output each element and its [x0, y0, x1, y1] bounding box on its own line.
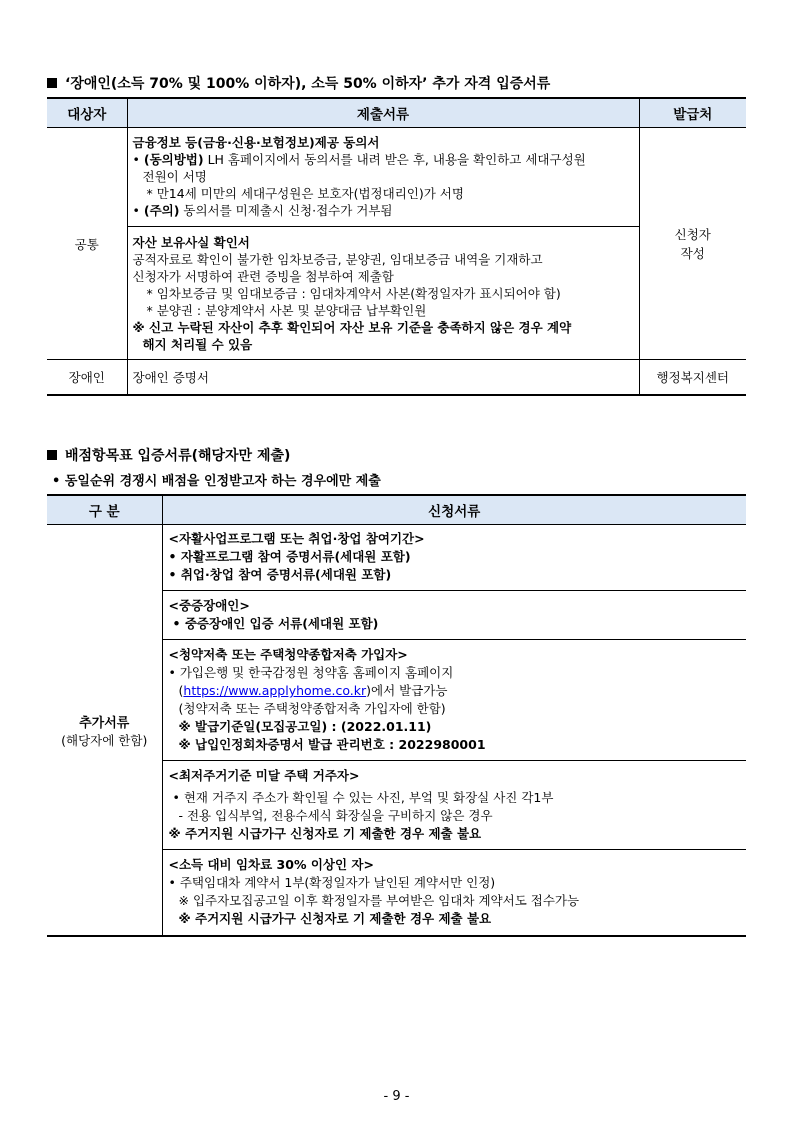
- block-savings-title: <청약저축 또는 주택청약종합저축 가입자>: [168, 647, 408, 662]
- block-substandard-housing-title: <최저주거기준 미달 주택 거주자>: [168, 768, 360, 783]
- table-header-row: [47, 98, 746, 128]
- qualification-docs-table: [47, 97, 746, 396]
- list-item: (청약저축 또는 주택청약종합저축 가입자에 한함): [178, 701, 446, 716]
- table-row: [47, 525, 746, 937]
- consent-method-cont: 전원이 서명: [142, 169, 207, 184]
- list-item: - 전용 입식부엌, 전용수세식 화장실을 구비하지 않은 경우: [178, 808, 493, 823]
- list-item: ※ 주거지원 시급가구 신청자로 기 제출한 경우 제출 불요: [178, 911, 492, 926]
- header-issuer: 발급처: [639, 98, 746, 128]
- list-item: • 주택임대차 계약서 1부(확정일자가 날인된 계약서만 인정): [168, 875, 496, 890]
- management-number-note: ※ 납입인정회차증명서 발급 관리번호 : 2022980001: [178, 737, 486, 752]
- asset-warning: ※ 신고 누락된 자산이 추후 확인되어 자산 보유 기준을 충족하지 않은 경우 계약: [132, 320, 572, 335]
- page-number: - 9 -: [383, 1089, 410, 1104]
- bonus-docs-table: [47, 494, 746, 937]
- divider: [163, 590, 747, 591]
- issuer-common: 신청자 작성: [639, 128, 746, 360]
- disabled-label: 장애인: [68, 370, 105, 385]
- consent-note: * 만14세 미만의 세대구성원은 보호자(법정대리인)가 서명: [146, 186, 464, 201]
- consent-method: • (동의방법) LH 홈페이지에서 동의서를 내려 받은 후, 내용을 확인하고 세대구성원: [132, 152, 586, 167]
- section2-subtitle: • 동일순위 경쟁시 배점을 인정받고자 하는 경우에만 제출: [52, 474, 381, 489]
- disabled-issuer: 행정복지센터: [639, 360, 746, 396]
- asset-desc-1: 공적자료로 확인이 불가한 임차보증금, 분양권, 임대보증금 내역을 기재하고: [132, 252, 543, 267]
- list-item: (https://www.applyhome.co.kr)에서 발급가능: [178, 683, 448, 698]
- block-rent-ratio-title: <소득 대비 임차료 30% 이상인 자>: [168, 857, 374, 872]
- list-item: ※ 주거지원 시급가구 신청자로 기 제출한 경우 제출 불요: [168, 826, 482, 841]
- list-item: • 가입은행 및 한국감정원 청약홈 홈페이지 홈페이지: [168, 665, 454, 680]
- header-target: 대상자: [47, 98, 127, 128]
- section1-title: ‘장애인(소득 70% 및 100% 이하자), 소득 50% 이하자’ 추가 자격 입증서류: [47, 73, 550, 93]
- consent-title: 금융정보 등(금융·신용·보험정보)제공 동의서: [132, 135, 380, 150]
- consent-caution: • (주의) 동의서를 미제출시 신청·접수가 거부됨: [132, 203, 393, 218]
- block-severe-disability-title: <중증장애인>: [168, 598, 250, 613]
- asset-desc-2: 신청자가 서명하여 관련 증빙을 첨부하여 제출함: [132, 269, 394, 284]
- additional-docs-label: 추가서류 (해당자에 한함): [61, 715, 148, 748]
- list-item: • 현재 거주지 주소가 확인될 수 있는 사진, 부엌 및 화장실 사진 각1부: [172, 790, 554, 805]
- header-category: 구 분: [47, 495, 162, 525]
- table-row: [47, 128, 746, 360]
- applyhome-link[interactable]: https://www.applyhome.co.kr: [183, 683, 367, 698]
- divider: [163, 849, 747, 850]
- square-bullet-icon: [47, 78, 57, 88]
- divider: [163, 639, 747, 640]
- list-item: • 자활프로그램 참여 증명서류(세대원 포함): [168, 549, 411, 564]
- disabled-document: 장애인 증명서: [127, 360, 639, 396]
- issue-date-note: ※ 발급기준일(모집공고일) : (2022.01.11): [178, 719, 432, 734]
- table-row: [47, 360, 746, 396]
- header-documents: 제출서류: [127, 98, 639, 128]
- divider: [128, 226, 639, 227]
- square-bullet-icon: [47, 450, 57, 460]
- header-application-docs: 신청서류: [162, 495, 746, 525]
- common-label: 공통: [47, 128, 127, 360]
- list-item: • 중증장애인 입증 서류(세대원 포함): [172, 616, 379, 631]
- block-self-support-title: <자활사업프로그램 또는 취업·창업 참여기간>: [168, 531, 425, 546]
- asset-note-2: * 분양권 : 분양계약서 사본 및 분양대금 납부확인원: [146, 303, 427, 318]
- asset-title: 자산 보유사실 확인서: [132, 235, 250, 250]
- asset-note-1: * 임차보증금 및 임대보증금 : 임대차계약서 사본(확정일자가 표시되어야 함): [146, 286, 561, 301]
- section2-title: 배점항목표 입증서류(해당자만 제출): [47, 445, 290, 465]
- list-item: ※ 입주자모집공고일 이후 확정일자를 부여받은 임대차 계약서도 접수가능: [178, 893, 580, 908]
- additional-docs-list: [162, 525, 746, 937]
- divider: [163, 760, 747, 761]
- list-item: • 취업·창업 참여 증명서류(세대원 포함): [168, 567, 392, 582]
- common-documents: [127, 128, 639, 360]
- asset-warning-cont: 해지 처리될 수 있음: [142, 337, 253, 352]
- table-header-row: [47, 495, 746, 525]
